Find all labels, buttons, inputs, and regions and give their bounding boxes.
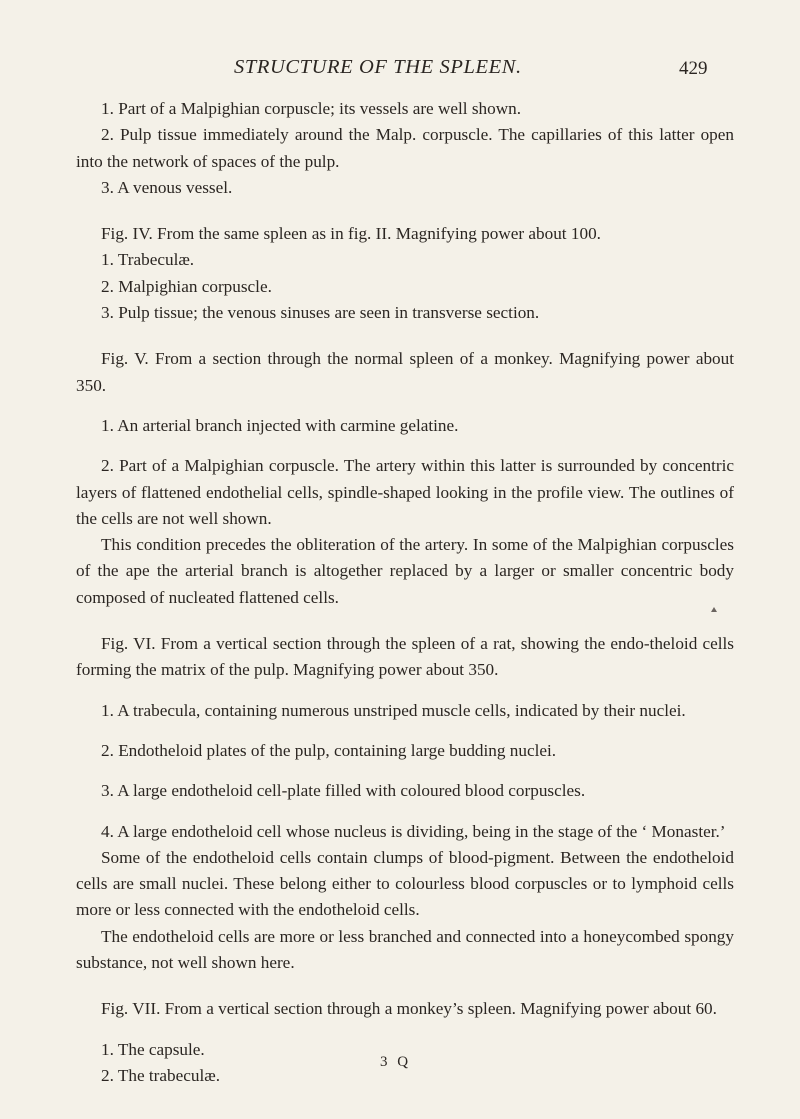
list-item: 2. The trabeculæ. (101, 1065, 221, 1085)
paragraph: This condition precedes the obliteration of the artery. In some of the Malpighian corpuscles of the ape the arterial branch is altogether replaced by a larger or smaller concentric body composed of nucleated flattened cells. (76, 535, 734, 607)
page-header (0, 56, 800, 90)
page-number: 429 (679, 58, 708, 79)
list-item: 1. An arterial branch injected with carmine gelatine. (101, 415, 459, 435)
list-item: 2. Part of a Malpighian corpuscle. The artery within this latter is surrounded by concentric layers of flattened endothelial cells, spindle-shaped looking in the profile view. The outlines of the cells are not well shown. (76, 456, 734, 528)
print-speck (711, 607, 717, 612)
list-item: 3. A large endotheloid cell-plate filled with coloured blood corpuscles. (101, 781, 586, 801)
figure-caption: Fig. VI. From a vertical section through the spleen of a rat, showing the endo-theloid cells forming the matrix of the pulp. Magnifying power about 350. (76, 634, 734, 680)
list-item: 3. Pulp tissue; the venous sinuses are seen in transverse section. (101, 303, 540, 323)
figure-caption: Fig. VII. From a vertical section through a monkey’s spleen. Magnifying power about 60. (101, 999, 717, 1019)
paragraph: Some of the endotheloid cells contain clumps of blood-pigment. Between the endotheloid cells are small nuclei. These belong either to colourless blood corpuscles or to lymphoid cells more or less connected with the endotheloid cells. (76, 847, 734, 920)
list-item: 3. A venous vessel. (101, 177, 233, 197)
body-text (76, 96, 734, 1089)
list-item: 2. Malpighian corpuscle. (101, 276, 272, 296)
list-item: 1. Trabeculæ. (101, 250, 195, 270)
list-item: 4. A large endotheloid cell whose nucleus is dividing, being in the stage of the ‘ Monaster.’ (101, 821, 726, 841)
paragraph: The endotheloid cells are more or less branched and connected into a honeycombed spongy substance, not well shown here. (76, 926, 734, 973)
list-item: 2. Endotheloid plates of the pulp, containing large budding nuclei. (101, 740, 557, 760)
list-item: 2. Pulp tissue immediately around the Malp. corpuscle. The capillaries of this latter open into the network of spaces of the pulp. (76, 125, 734, 171)
running-title: STRUCTURE OF THE SPLEEN. (234, 56, 522, 78)
list-item: 1. Part of a Malpighian corpuscle; its vessels are well shown. (101, 99, 522, 118)
figure-caption: Fig. V. From a section through the normal spleen of a monkey. Magnifying power about 350. (76, 349, 734, 395)
list-item: 1. A trabecula, containing numerous unstriped muscle cells, indicated by their nuclei. (101, 700, 686, 720)
figure-caption: Fig. IV. From the same spleen as in fig. II. Magnifying power about 100. (101, 224, 601, 244)
list-item: 1. The capsule. (101, 1039, 205, 1059)
signature-mark: 3 Q (380, 1054, 412, 1070)
